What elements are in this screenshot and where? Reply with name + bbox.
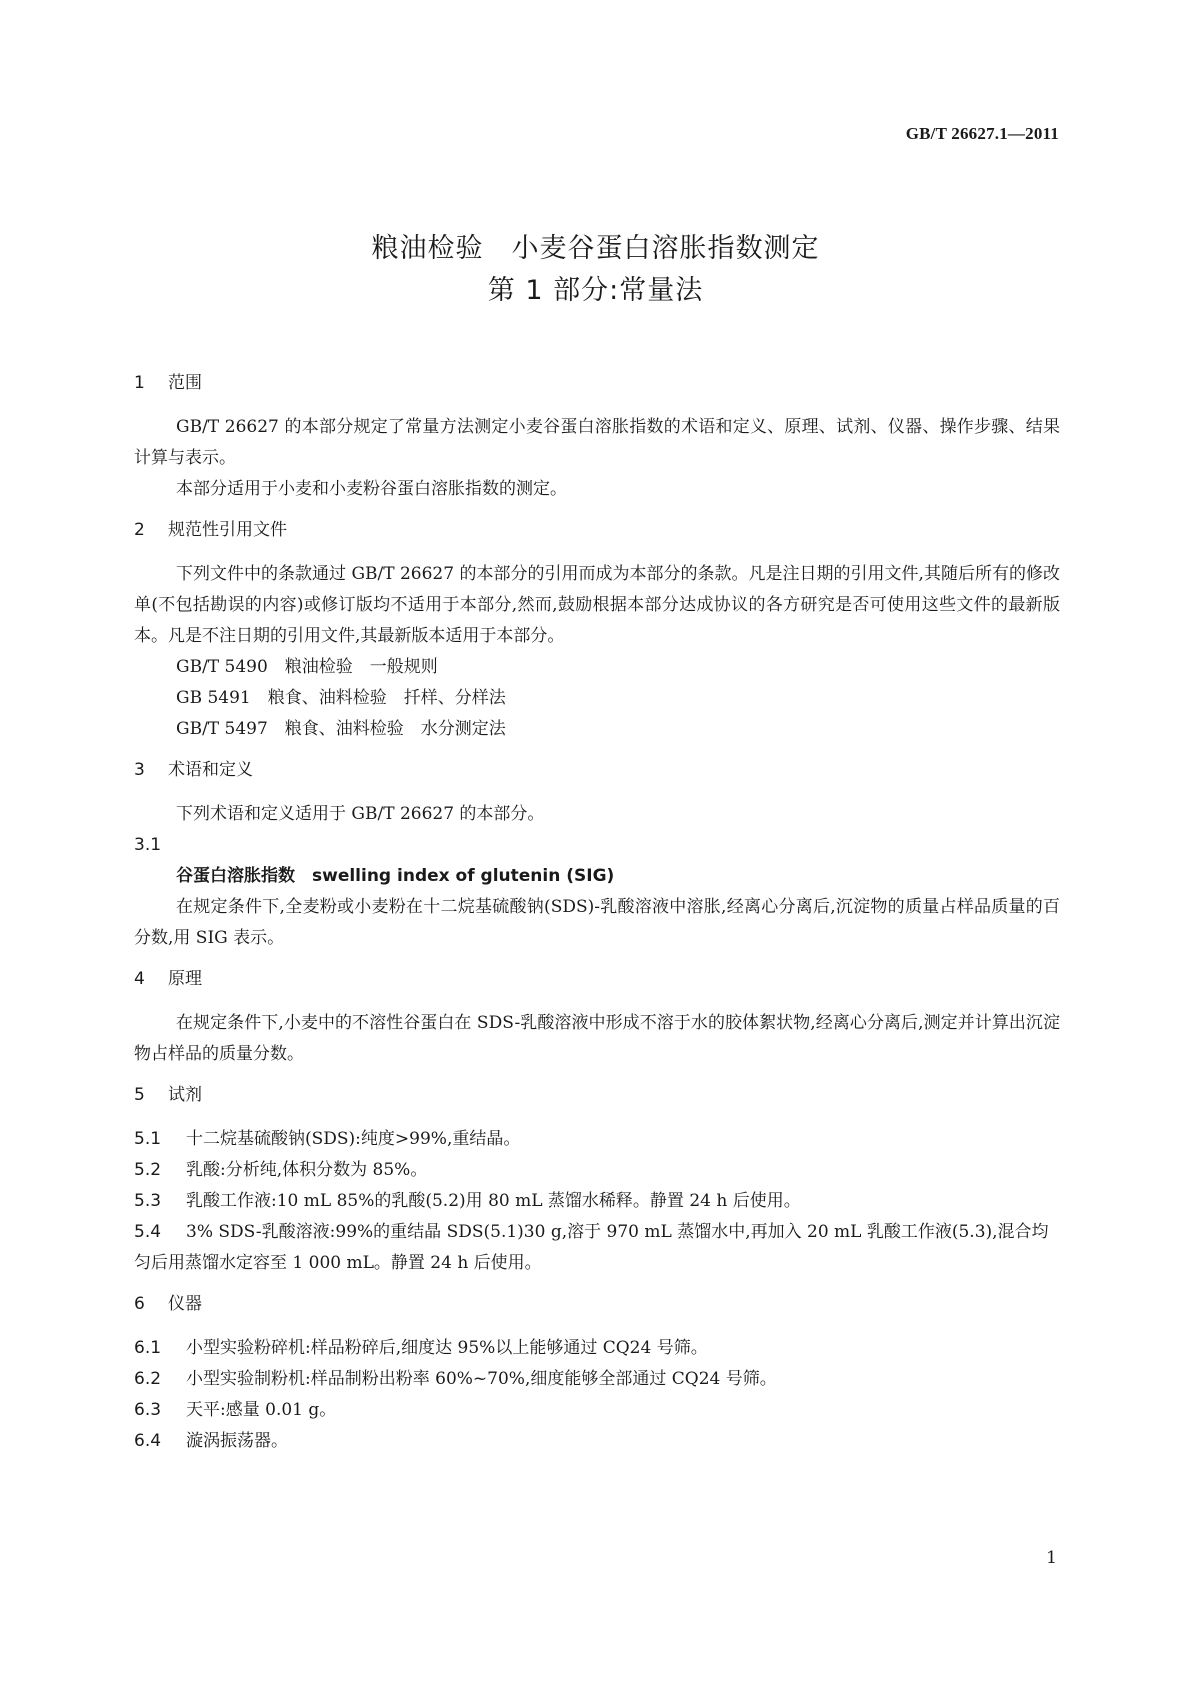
item-text: 小型实验粉碎机:样品粉碎后,细度达 95%以上能够通过 CQ24 号筛。: [186, 1338, 708, 1358]
item-text: 乳酸:分析纯,体积分数为 85%。: [186, 1160, 428, 1180]
paragraph: GB/T 26627 的本部分规定了常量方法测定小麦谷蛋白溶胀指数的术语和定义、原理、试剂、仪器、操作步骤、结果计算与表示。: [134, 417, 1060, 468]
item-text: 乳酸工作液:10 mL 85%的乳酸(5.2)用 80 mL 蒸馏水稀释。静置 24 h 后使用。: [186, 1191, 801, 1211]
section-number: 4: [134, 969, 145, 989]
list-item: [134, 1426, 1060, 1457]
term-title: 谷蛋白溶胀指数 swelling index of glutenin (SIG): [176, 866, 615, 886]
section-number: 1: [134, 373, 145, 393]
item-number: 5.2: [134, 1160, 162, 1180]
section-title: 范围: [168, 373, 202, 393]
term-definition: 在规定条件下,全麦粉或小麦粉在十二烷基硫酸钠(SDS)-乳酸溶液中溶胀,经离心分离后,沉淀物的质量占样品质量的百分数,用 SIG 表示。: [134, 897, 1060, 948]
section-title: 术语和定义: [168, 760, 253, 780]
list-item: [134, 1333, 1060, 1364]
title-line-1: 粮油检验 小麦谷蛋白溶胀指数测定: [371, 233, 820, 264]
section-title: 仪器: [168, 1294, 202, 1314]
term-number: 3.1: [134, 835, 162, 855]
item-text: 十二烷基硫酸钠(SDS):纯度>99%,重结晶。: [186, 1129, 521, 1149]
section-heading-principle: [134, 966, 1060, 992]
item-number: 6.2: [134, 1369, 162, 1389]
section-heading-apparatus: [134, 1291, 1060, 1317]
list-item: [134, 1217, 1060, 1279]
document-title: [0, 228, 1191, 312]
reference-item: GB 5491 粮食、油料检验 扦样、分样法: [176, 688, 506, 708]
reference-item: GB/T 5497 粮食、油料检验 水分测定法: [176, 719, 506, 739]
list-item: [134, 1395, 1060, 1426]
document-body: [134, 370, 1060, 1457]
paragraph: 下列术语和定义适用于 GB/T 26627 的本部分。: [176, 804, 545, 824]
paragraph: 下列文件中的条款通过 GB/T 26627 的本部分的引用而成为本部分的条款。凡是注日期的引用文件,其随后所有的修改单(不包括勘误的内容)或修订版均不适用于本部分,然而,鼓励根据本部分达成协议的各方研究是否可使用这些文件的最新版本。凡是不注日期的引用文件,其最新版本适用于本部分。: [134, 564, 1060, 646]
paragraph: 在规定条件下,小麦中的不溶性谷蛋白在 SDS-乳酸溶液中形成不溶于水的胶体絮状物,经离心分离后,测定并计算出沉淀物占样品的质量分数。: [134, 1013, 1060, 1064]
standard-code: GB/T 26627.1—2011: [905, 124, 1059, 143]
item-number: 5.1: [134, 1129, 162, 1149]
section-number: 2: [134, 520, 145, 540]
paragraph: 本部分适用于小麦和小麦粉谷蛋白溶胀指数的测定。: [176, 479, 567, 499]
section-heading-scope: [134, 370, 1060, 396]
item-number: 6.3: [134, 1400, 162, 1420]
list-item: [134, 1155, 1060, 1186]
item-text: 3% SDS-乳酸溶液:99%的重结晶 SDS(5.1)30 g,溶于 970 mL 蒸馏水中,再加入 20 mL 乳酸工作液(5.3),混合均匀后用蒸馏水定容至 1 000 mL。静置 24 h 后使用。: [134, 1222, 1049, 1273]
list-item: [134, 1364, 1060, 1395]
list-item: [134, 1186, 1060, 1217]
item-number: 6.4: [134, 1431, 162, 1451]
reference-item: GB/T 5490 粮油检验 一般规则: [176, 657, 438, 677]
section-heading-normative-references: [134, 517, 1060, 543]
item-number: 6.1: [134, 1338, 162, 1358]
item-text: 漩涡振荡器。: [186, 1431, 288, 1451]
section-title: 规范性引用文件: [168, 520, 287, 540]
item-text: 小型实验制粉机:样品制粉出粉率 60%~70%,细度能够全部通过 CQ24 号筛。: [186, 1369, 777, 1389]
section-heading-reagents: [134, 1082, 1060, 1108]
item-number: 5.4: [134, 1222, 162, 1242]
section-number: 3: [134, 760, 145, 780]
section-title: 原理: [168, 969, 202, 989]
section-number: 6: [134, 1294, 145, 1314]
item-text: 天平:感量 0.01 g。: [186, 1400, 337, 1420]
section-heading-terms: [134, 757, 1060, 783]
list-item: [134, 1124, 1060, 1155]
section-title: 试剂: [168, 1085, 202, 1105]
title-line-2: 第 1 部分:常量法: [487, 275, 704, 306]
page-number: 1: [1046, 1548, 1057, 1568]
section-number: 5: [134, 1085, 145, 1105]
item-number: 5.3: [134, 1191, 162, 1211]
